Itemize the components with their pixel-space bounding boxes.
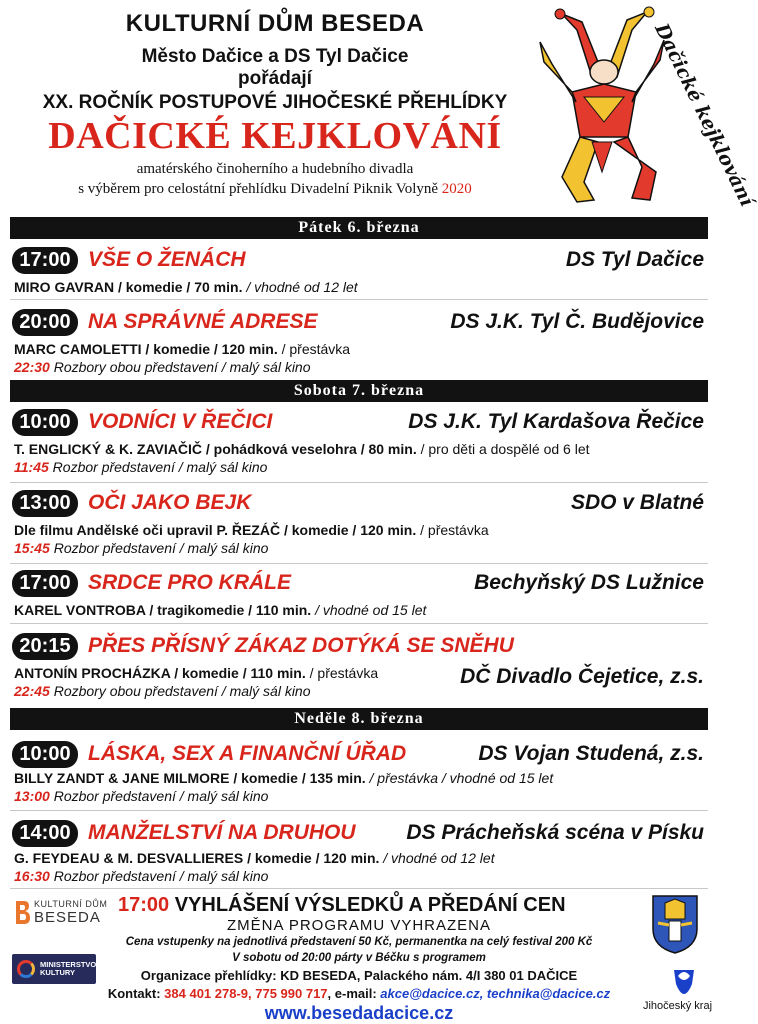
show-title: SRDCE PRO KRÁLE <box>88 571 292 594</box>
organize-verb: pořádají <box>238 68 312 89</box>
ticket-price: Cena vstupenky na jednotlivá představení 50 Kč, permanentka na celý festival 200 Kč <box>125 936 593 948</box>
show-title: VŠE O ŽENÁCH <box>88 248 246 271</box>
show-discussion: 16:30 Rozbor představení / malý sál kino <box>14 868 269 884</box>
divider <box>10 563 708 564</box>
ministry-name: MINISTERSTVO KULTURY <box>40 960 97 977</box>
day-bar-sunday: Neděle 8. března <box>10 708 708 730</box>
contact-line: Kontakt: 384 401 278-9, 775 990 717, e-mail: akce@dacice.cz, technika@dacice.cz <box>107 986 611 1001</box>
show-time: 17:00 <box>12 247 78 274</box>
show-4 <box>10 490 708 562</box>
show-title: OČI JAKO BEJK <box>88 491 252 514</box>
organizers: Město Dačice a DS Tyl Dačice <box>141 46 409 67</box>
festival-side-logo: Dačické kejklování <box>650 20 758 210</box>
show-5 <box>10 570 708 642</box>
show-company: Bechyňský DS Lužnice <box>474 571 704 594</box>
show-details: KAREL VONTROBA / tragikomedie / 110 min. / vhodné od 15 let <box>14 602 427 618</box>
email-links[interactable]: akce@dacice.cz, technika@dacice.cz <box>380 986 611 1001</box>
show-details: T. ENGLICKÝ & K. ZAVIAČIČ / pohádková veselohra / 80 min. / pro děti a dospělé od 6 let <box>14 441 590 457</box>
show-8 <box>10 820 708 892</box>
divider <box>10 888 708 889</box>
program-change-note: ZMĚNA PROGRAMU VYHRAZENA <box>226 917 492 934</box>
show-details: BILLY ZANDT & JANE MILMORE / komedie / 135 min. / přestávka / vhodné od 15 let <box>14 770 554 786</box>
divider <box>10 810 708 811</box>
beseda-logo-small: KULTURNÍ DŮM <box>34 899 108 909</box>
show-2 <box>10 309 708 381</box>
organizer-title: KULTURNÍ DŮM BESEDA <box>125 10 425 37</box>
phone-numbers: 384 401 278-9, 775 990 717 <box>164 986 328 1001</box>
show-title: MANŽELSTVÍ NA DRUHOU <box>88 821 356 844</box>
divider <box>10 623 708 624</box>
show-6 <box>10 633 708 705</box>
festival-edition: XX. ROČNÍK POSTUPOVÉ JIHOČESKÉ PŘEHLÍDKY <box>42 92 508 113</box>
show-time: 13:00 <box>12 490 78 517</box>
divider <box>10 482 708 483</box>
festival-subtitle-1: amatérského činoherního a hudebního divadla <box>136 161 414 177</box>
show-company: DČ Divadlo Čejetice, z.s. <box>460 665 704 688</box>
ministry-emblem-icon <box>17 960 35 978</box>
show-company: DS Vojan Studená, z.s. <box>478 742 704 765</box>
show-company: DS J.K. Tyl Č. Budějovice <box>450 310 704 333</box>
show-company: SDO v Blatné <box>570 491 704 514</box>
show-title: NA SPRÁVNÉ ADRESE <box>88 310 318 333</box>
website-link[interactable]: www.besedadacice.cz <box>264 1003 454 1023</box>
region-logo-icon <box>672 966 696 996</box>
town-crest-icon <box>650 893 700 955</box>
day-bar-friday: Pátek 6. března <box>10 217 708 239</box>
show-title: LÁSKA, SEX A FINANČNÍ ÚŘAD <box>88 742 407 765</box>
show-details: Dle filmu Andělské oči upravil P. ŘEZÁČ / komedie / 120 min. / přestávka <box>14 522 489 538</box>
show-discussion: 11:45 Rozbor představení / malý sál kino <box>14 459 268 475</box>
show-details: G. FEYDEAU & M. DESVALLIERES / komedie / 120 min. / vhodné od 12 let <box>14 850 495 866</box>
show-time: 20:00 <box>12 309 78 336</box>
show-details: ANTONÍN PROCHÁZKA / komedie / 110 min. / přestávka <box>14 665 379 681</box>
show-title: PŘES PŘÍSNÝ ZÁKAZ DOTÝKÁ SE SNĚHU <box>88 634 514 657</box>
show-details: MARC CAMOLETTI / komedie / 120 min. / přestávka <box>14 341 351 357</box>
organization: Organizace přehlídky: KD BESEDA, Palackého nám. 4/I 380 01 DAČICE <box>140 968 578 983</box>
show-time: 14:00 <box>12 820 78 847</box>
awards-ceremony: 17:00 VYHLÁŠENÍ VÝSLEDKŮ A PŘEDÁNÍ CEN <box>118 894 566 916</box>
show-7 <box>10 741 708 813</box>
show-company: DS Prácheňská scéna v Písku <box>406 821 704 844</box>
show-time: 17:00 <box>12 570 78 597</box>
show-discussion: 13:00 Rozbor představení / malý sál kino <box>14 788 269 804</box>
show-discussion: 22:45 Rozbory obou představení / malý sál kino <box>14 683 311 699</box>
show-3 <box>10 409 708 481</box>
show-time: 10:00 <box>12 741 78 768</box>
show-company: DS Tyl Dačice <box>565 248 704 271</box>
show-discussion: 22:30 Rozbory obou představení / malý sál kino <box>14 359 311 375</box>
show-details: MIRO GAVRAN / komedie / 70 min. / vhodné od 12 let <box>14 279 358 295</box>
poster-header <box>0 0 758 212</box>
beseda-logo-big: BESEDA <box>34 909 101 926</box>
show-discussion: 15:45 Rozbor představení / malý sál kino <box>14 540 269 556</box>
show-time: 20:15 <box>12 633 78 660</box>
ministry-logo <box>12 954 96 984</box>
day-bar-saturday: Sobota 7. března <box>10 380 708 402</box>
show-title: VODNÍCI V ŘEČICI <box>88 410 273 433</box>
show-time: 10:00 <box>12 409 78 436</box>
show-company: DS J.K. Tyl Kardašova Řečice <box>408 410 704 433</box>
region-name: Jihočeský kraj <box>642 1000 713 1012</box>
festival-subtitle-2: s výběrem pro celostátní přehlídku Divadelní Piknik Volyně 2020 <box>78 181 472 197</box>
divider <box>10 299 708 300</box>
saturday-party: V sobotu od 20:00 párty v Béčku s programem <box>232 952 486 964</box>
festival-title: DAČICKÉ KEJKLOVÁNÍ <box>48 115 502 157</box>
